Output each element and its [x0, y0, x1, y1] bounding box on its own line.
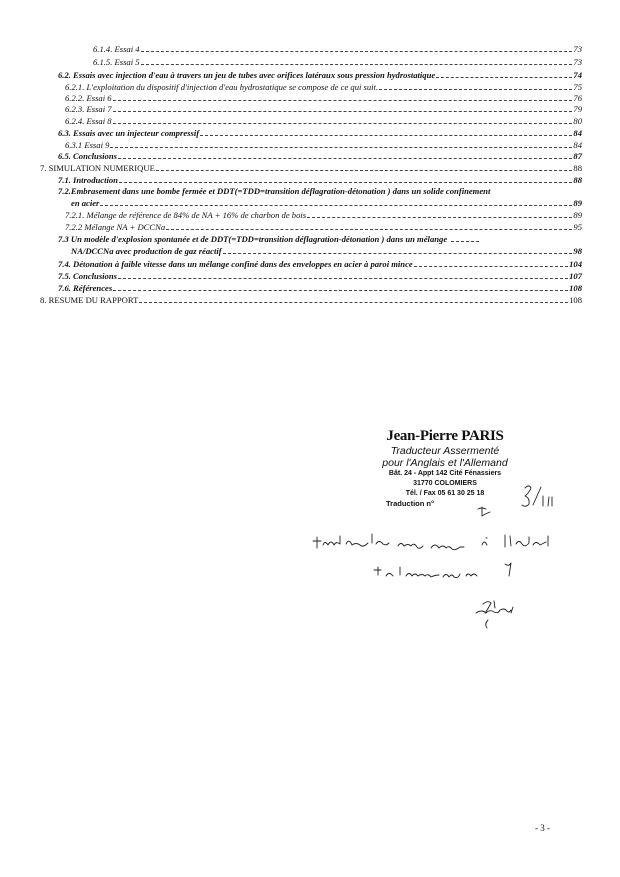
toc-entry [71, 246, 582, 256]
toc-leader [110, 147, 572, 148]
toc-page-number: 104 [569, 259, 582, 269]
toc-entry [58, 186, 582, 196]
toc-page-number: 108 [569, 295, 582, 305]
toc-leader [113, 123, 573, 124]
toc-page-number: 76 [573, 93, 582, 103]
toc-page-number: 108 [569, 283, 582, 293]
toc-entry-title: 6.3. Essais avec un injecteur compressif [58, 128, 200, 138]
toc-leader [200, 135, 572, 136]
toc-page-number: 89 [573, 198, 582, 208]
toc-entry [40, 295, 582, 305]
toc-entry-title: 7.2.Embrasement dans une bombe fermée et DDT(=TDD=transition déflagration-détonation ) dans un solide confinement [58, 186, 491, 196]
toc-leader [141, 51, 573, 52]
toc-page-number: 107 [569, 271, 582, 281]
toc-entry-title: en acier [71, 198, 100, 208]
toc-entry [58, 175, 582, 185]
toc-entry [65, 104, 582, 114]
toc-entry-title: 7. SIMULATION NUMERIQUE [40, 163, 155, 173]
translator-address: Bât. 24 - Appt 142 Cité Fénassiers [388, 470, 502, 477]
translator-city: 31770 COLOMIERS [413, 480, 477, 487]
toc-entry [58, 128, 582, 138]
toc-leader [118, 158, 572, 159]
toc-page-number: 89 [573, 210, 582, 220]
toc-entry [58, 271, 582, 281]
toc-entry [93, 57, 582, 67]
toc-entry-title: 8. RESUME DU RAPPORT [40, 295, 139, 305]
toc-entry [65, 222, 582, 232]
toc-leader [379, 89, 572, 90]
toc-entry-title: 7.2.1. Mélange de référence de 84% de NA + 16% de charbon de bois [65, 210, 307, 220]
toc-entry [65, 93, 582, 103]
toc-leader [141, 64, 573, 65]
translator-stamp [360, 428, 530, 509]
toc-leader [436, 77, 572, 78]
toc-entry-title: 6.3.1 Essai 9 [65, 140, 110, 150]
toc-leader [113, 111, 573, 112]
toc-entry [65, 140, 582, 150]
toc-page-number: 79 [573, 104, 582, 114]
toc-entry [58, 234, 480, 244]
toc-leader [223, 253, 573, 254]
toc-leader [113, 100, 573, 101]
toc-leader [100, 205, 572, 206]
toc-entry-title: NA/DCCNa avec production de gaz réactif [71, 246, 222, 256]
toc-entry-title: 7.4. Détonation à faible vitesse dans un mélange confiné dans des enveloppes en acier à paroi mince [58, 259, 413, 269]
toc-leader [414, 266, 568, 267]
toc-page-number: 73 [573, 57, 582, 67]
toc-entry [58, 70, 582, 80]
toc-entry-title: 6.2.4. Essai 8 [65, 116, 112, 126]
toc-page-number: 87 [573, 151, 582, 161]
toc-leader [156, 170, 573, 171]
toc-entry-title: 6.2. Essais avec injection d'eau à travers un jeu de tubes avec orifices latéraux sous pression hydrostatique [58, 70, 436, 80]
toc-leader [307, 217, 572, 218]
toc-entry-title: 6.2.3. Essai 7 [65, 104, 112, 114]
toc-entry [58, 259, 582, 269]
translator-languages: pour l'Anglais et l'Allemand [382, 457, 508, 469]
toc-leader [118, 278, 568, 279]
toc-entry-title: 7.2.2 Mélange NA + DCCNa [65, 222, 166, 232]
toc-entry-title: 6.1.5. Essai 5 [93, 57, 140, 67]
toc-entry-title: 7.6. Références [58, 283, 113, 293]
toc-entry-title: 7.1. Introduction [58, 175, 118, 185]
toc-entry [93, 44, 582, 54]
toc-leader [119, 182, 572, 183]
page-number: - 3 - [535, 823, 550, 833]
toc-entry [58, 151, 582, 161]
toc-page-number: 95 [573, 222, 582, 232]
toc-entry [65, 116, 582, 126]
toc-page-number: 98 [573, 246, 582, 256]
toc-entry-title: 7.3 Un modèle d'explosion spontanée et de DDT(=TDD=transition déflagration-détonation ) dans un mélange [58, 234, 448, 244]
toc-leader [113, 290, 568, 291]
toc-page-number: 88 [573, 163, 582, 173]
toc-entry-title: 6.2.2. Essai 6 [65, 93, 112, 103]
toc-page-number: 84 [573, 128, 582, 138]
toc-page-number: 80 [573, 116, 582, 126]
toc-page-number: 84 [573, 140, 582, 150]
toc-entry-title: 6.2.1. L'exploitation du dispositif d'injection d'eau hydrostatique se compose de ce qui suit. [65, 82, 379, 92]
toc-entry [58, 283, 582, 293]
toc-entry-title: 6.5. Conclusions [58, 151, 117, 161]
toc-leader [139, 302, 568, 303]
translator-phone: Tél. / Fax 05 61 30 25 18 [405, 490, 485, 497]
toc-leader [451, 241, 479, 242]
toc-leader [166, 229, 572, 230]
toc-page-number: 88 [573, 175, 582, 185]
translator-role: Traducteur Assermenté [390, 445, 500, 457]
toc-entry-title: 6.1.4. Essai 4 [93, 44, 140, 54]
toc-entry [65, 210, 582, 220]
toc-entry [40, 163, 582, 173]
toc-page-number: 75 [573, 82, 582, 92]
toc-page-number: 73 [573, 44, 582, 54]
toc-entry-title: 7.5. Conclusions [58, 271, 117, 281]
toc-entry [71, 198, 582, 208]
toc-page-number: 74 [573, 70, 582, 80]
translation-number-label: Traduction n° [386, 499, 434, 508]
translator-name: Jean-Pierre PARIS [386, 428, 504, 444]
toc-entry [65, 82, 582, 92]
